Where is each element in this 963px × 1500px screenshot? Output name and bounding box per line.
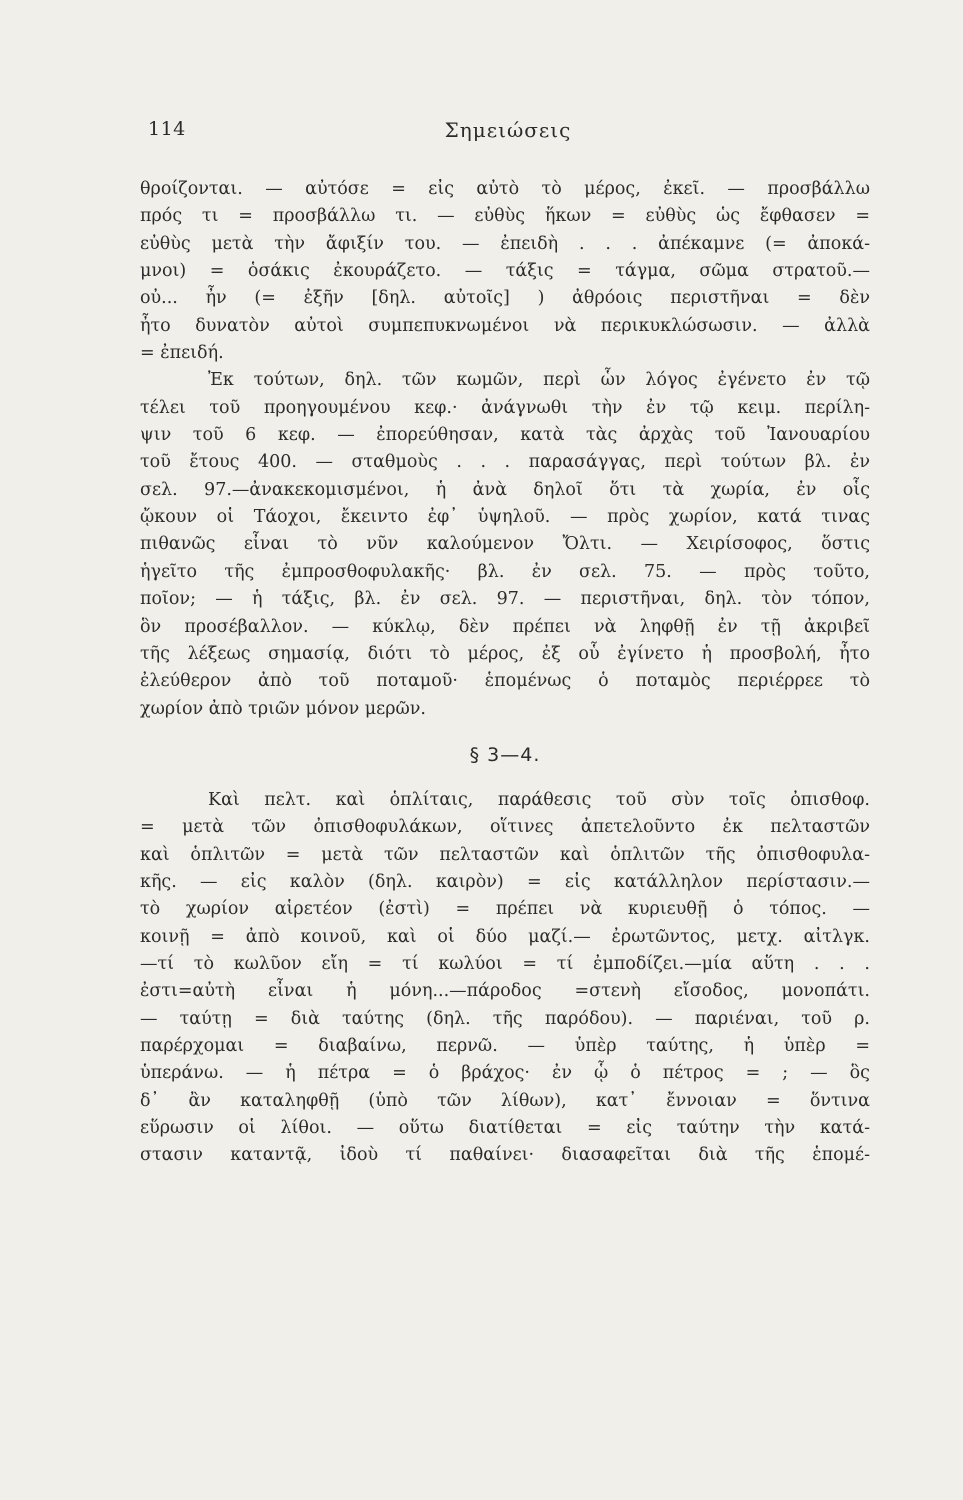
notes-body bbox=[140, 176, 870, 1170]
text-line: εὐθὺς μετὰ τὴν ἄφιξίν του. — ἐπειδὴ . . . ἀπέκαμνε (= ἀποκά- bbox=[140, 233, 870, 254]
text-line: τὸ χωρίον αἱρετέον (ἐστὶ) = πρέπει νὰ κυριευθῇ ὁ τόπος. — bbox=[140, 899, 870, 920]
text-line: ποῖον; — ἡ τάξις, βλ. ἐν σελ. 97. — περιστῆναι, δηλ. τὸν τόπον, bbox=[140, 589, 870, 610]
text-line: Ἐκ τούτων, δηλ. τῶν κωμῶν, περὶ ὧν λόγος ἐγένετο ἐν τῷ bbox=[208, 370, 870, 391]
paragraph bbox=[140, 176, 870, 367]
text-line: μνοι) = ὁσάκις ἐκουράζετο. — τάξις = τάγμα, σῶμα στρατοῦ.— bbox=[140, 261, 870, 282]
text-line: χωρίον ἀπὸ τριῶν μόνον μερῶν. bbox=[140, 698, 426, 719]
paragraph bbox=[140, 787, 870, 1170]
text-line: ἐλεύθερον ἀπὸ τοῦ ποταμοῦ· ἑπομένως ὁ ποταμὸς περιέρρεε τὸ bbox=[140, 671, 870, 692]
text-line: τῆς λέξεως σημασίᾳ, διότι τὸ μέρος, ἐξ οὗ ἐγίνετο ἡ προσβολή, ἦτο bbox=[140, 643, 870, 664]
section-heading: § 3—4. bbox=[469, 743, 541, 766]
text-line: οὐ... ἦν (= ἐξῆν [δηλ. αὐτοῖς] ) ἀθρόοις περιστῆναι = δὲν bbox=[140, 288, 870, 309]
text-line: κοινῇ = ἀπὸ κοινοῦ, καὶ οἱ δύο μαζί.— ἐρωτῶντος, μετχ. αἰτλγκ. bbox=[140, 926, 870, 947]
text-line: ἦτο δυνατὸν αὐτοὶ συμπεπυκνωμένοι νὰ περικυκλώσωσιν. — ἀλλὰ bbox=[140, 315, 870, 336]
text-line: θροίζονται. — αὐτόσε = εἰς αὐτὸ τὸ μέρος, ἐκεῖ. — προσβάλλω bbox=[140, 179, 870, 199]
running-title: Σημειώσεις bbox=[444, 118, 572, 142]
text-line: τοῦ ἔτους 400. — σταθμοὺς . . . παρασάγγας, περὶ τούτων βλ. ἐν bbox=[140, 452, 870, 473]
text-line: —τί τὸ κωλῦον εἴη = τί κωλύοι = τί ἐμποδίζει.—μία αὕτη . . . bbox=[140, 953, 870, 974]
text-line: παρέρχομαι = διαβαίνω, περνῶ. — ὑπὲρ ταύτης, ἡ ὑπὲρ = bbox=[140, 1035, 870, 1056]
page-number: 114 bbox=[148, 118, 186, 140]
text-line: = μετὰ τῶν ὀπισθοφυλάκων, οἵτινες ἀπετελοῦντο ἐκ πελταστῶν bbox=[140, 817, 870, 838]
text-line: ᾤκουν οἱ Τάοχοι, ἔκειντο ἐφ᾽ ὑψηλοῦ. — πρὸς χωρίον, κατά τινας bbox=[140, 507, 870, 528]
text-line: εὕρωσιν οἱ λίθοι. — οὕτω διατίθεται = εἰς ταύτην τὴν κατά- bbox=[140, 1118, 870, 1138]
text-line: στασιν καταντᾷ, ἰδοὺ τί παθαίνει· διασαφεῖται διὰ τῆς ἑπομέ- bbox=[140, 1145, 870, 1166]
text-line: ἡγεῖτο τῆς ἐμπροσθοφυλακῆς· βλ. ἐν σελ. 75. — πρὸς τοῦτο, bbox=[140, 561, 870, 582]
page-header bbox=[148, 118, 868, 148]
text-line: ὑπεράνω. — ἡ πέτρα = ὁ βράχος· ἐν ᾧ ὁ πέτρος = ; — ὃς bbox=[140, 1063, 870, 1084]
text-line: — ταύτῃ = διὰ ταύτης (δηλ. τῆς παρόδου). — παριέναι, τοῦ ρ. bbox=[140, 1008, 870, 1029]
text-line: πιθανῶς εἶναι τὸ νῦν καλούμενον Ὄλτι. — Χειρίσοφος, ὅστις bbox=[140, 534, 870, 555]
paragraph bbox=[140, 367, 870, 722]
text-line: ὃν προσέβαλλον. — κύκλῳ, δὲν πρέπει νὰ ληφθῇ ἐν τῇ ἀκριβεῖ bbox=[140, 616, 870, 637]
text-line: = ἐπειδή. bbox=[140, 343, 224, 364]
text-line: ἐστι=αὐτὴ εἶναι ἡ μόνη...—πάροδος =στενὴ εἴσοδος, μονοπάτι. bbox=[140, 981, 870, 1002]
text-line: Καὶ πελτ. καὶ ὁπλίταις, παράθεσις τοῦ σὺν τοῖς ὀπισθοφ. bbox=[208, 789, 870, 810]
text-line: δ᾽ ἂν καταληφθῇ (ὑπὸ τῶν λίθων), κατ᾽ ἔννοιαν = ὅντινα bbox=[140, 1090, 870, 1111]
text-line: κῆς. — εἰς καλὸν (δηλ. καιρὸν) = εἰς κατάλληλον περίστασιν.— bbox=[140, 871, 870, 892]
text-line: σελ. 97.—ἀνακεκομισμένοι, ἡ ἀνὰ δηλοῖ ὅτι τὰ χωρία, ἐν οἷς bbox=[140, 479, 870, 500]
text-line: πρός τι = προσβάλλω τι. — εὐθὺς ἥκων = εὐθὺς ὡς ἔφθασεν = bbox=[140, 206, 870, 227]
text-line: τέλει τοῦ προηγουμένου κεφ.· ἀνάγνωθι τὴν ἐν τῷ κειμ. περίλη- bbox=[140, 397, 870, 418]
text-line: καὶ ὁπλιτῶν = μετὰ τῶν πελταστῶν καὶ ὁπλιτῶν τῆς ὀπισθοφυλα- bbox=[140, 844, 870, 865]
text-line: ψιν τοῦ 6 κεφ. — ἐπορεύθησαν, κατὰ τὰς ἀρχὰς τοῦ Ἰανουαρίου bbox=[140, 425, 870, 446]
